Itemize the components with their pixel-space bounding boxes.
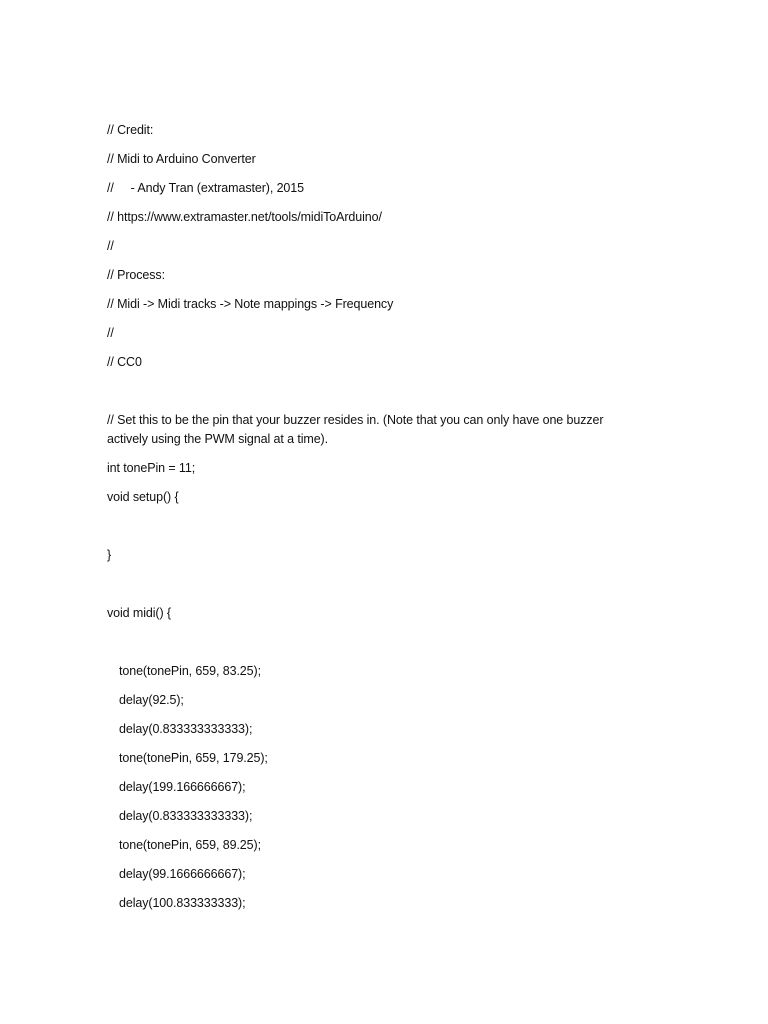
code-midi-open: void midi() { [107,606,171,620]
code-tonepin-declaration: int tonePin = 11; [107,461,196,475]
code-delay-3: delay(199.166666667); [119,780,246,794]
comment-separator-2: // [107,326,114,340]
code-tone-call-1: tone(tonePin, 659, 83.25); [119,664,261,678]
comment-license: // CC0 [107,355,142,369]
comment-separator: // [107,239,114,253]
code-delay-1: delay(92.5); [119,693,184,707]
code-delay-4: delay(0.833333333333); [119,809,253,823]
comment-author: // - Andy Tran (extramaster), 2015 [107,181,304,195]
comment-process: // Process: [107,268,165,282]
code-tone-call-3: tone(tonePin, 659, 89.25); [119,838,261,852]
code-delay-5: delay(99.1666666667); [119,867,246,881]
comment-process-flow: // Midi -> Midi tracks -> Note mappings -> Frequency [107,297,394,311]
code-tone-call-2: tone(tonePin, 659, 179.25); [119,751,268,765]
code-delay-6: delay(100.833333333); [119,896,246,910]
comment-pin-note: // Set this to be the pin that your buzzer resides in. (Note that you can only have one buzzer actively using the PWM signal at a time). [107,413,604,446]
comment-credit: // Credit: [107,123,154,137]
comment-url: // https://www.extramaster.net/tools/midiToArduino/ [107,210,382,224]
code-delay-2: delay(0.833333333333); [119,722,253,736]
code-setup-open: void setup() { [107,490,179,504]
code-setup-close: } [107,548,112,562]
comment-converter-title: // Midi to Arduino Converter [107,152,256,166]
